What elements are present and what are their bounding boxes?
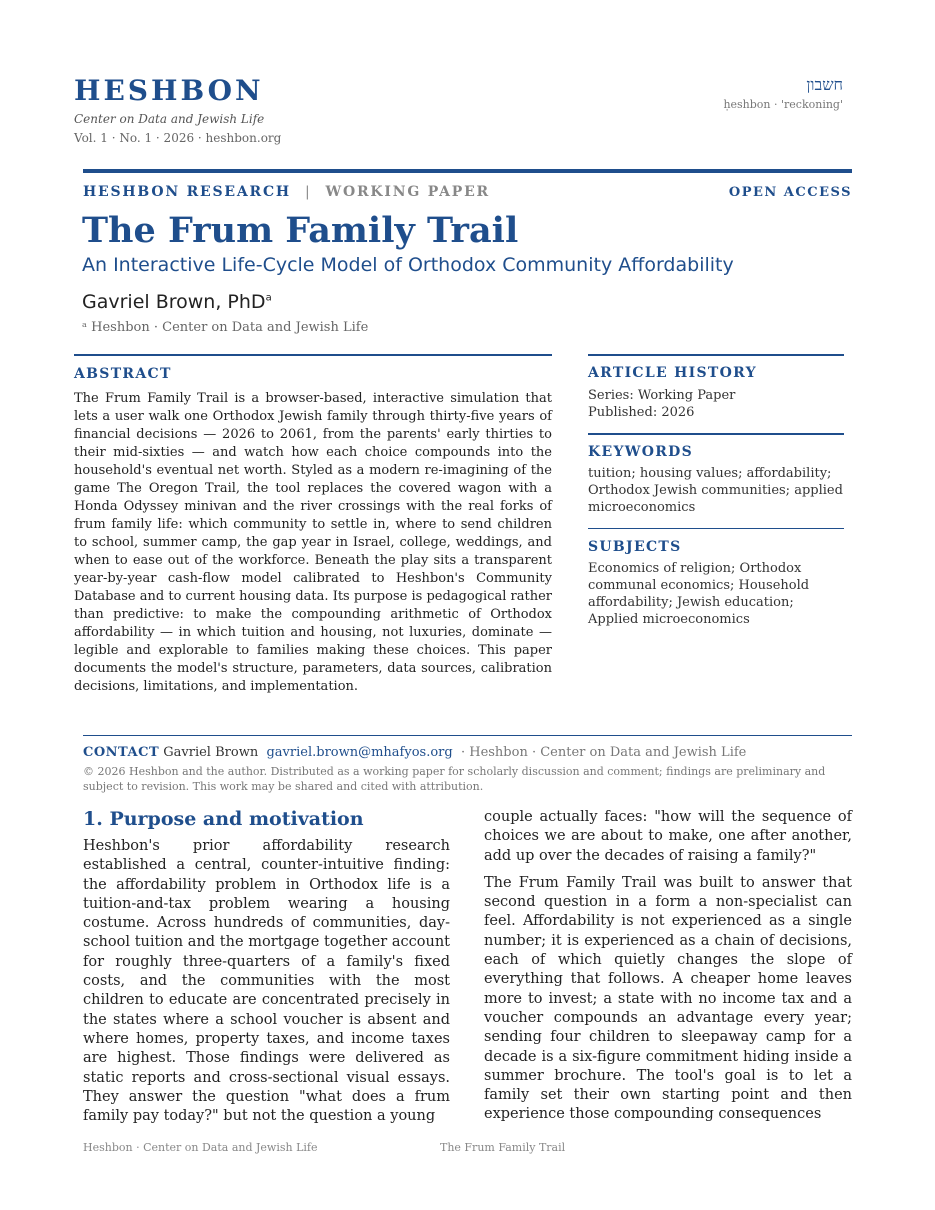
paragraph: couple actually faces: "how will the sequence of choices we are about to make, one after another, add up over the decades of raising a family?" — [484, 809, 852, 864]
paper-title: The Frum Family Trail — [82, 210, 519, 251]
body-column-left — [83, 837, 450, 1134]
journal-volume: Vol. 1 · No. 1 · 2026 · heshbon.org — [74, 131, 282, 145]
contact-organization: · Heshbon · Center on Data and Jewish Life — [460, 745, 747, 760]
contact-rule — [83, 735, 852, 736]
keywords-rule — [588, 433, 844, 435]
subjects-heading: SUBJECTS — [588, 539, 682, 555]
series-label: HESHBON RESEARCH — [83, 184, 291, 200]
journal-name: HESHBON — [74, 74, 264, 107]
keywords-heading: KEYWORDS — [588, 444, 694, 460]
subjects-text: Economics of religion; Orthodox communal economics; Household affordability; Jewish education; Applied microeconomics — [588, 561, 810, 627]
history-published: Published: 2026 — [588, 405, 695, 420]
paragraph: The Frum Family Trail was built to answer that second question in a form a non-specialist can feel. Affordability is not experienced as a single number; it is experienced as a chain of decisions, each of which quietly changes the slope of everything that follows. A cheaper home leaves more to invest; a state with no income tax and a voucher compounds an advantage every year; sending four children to sleepaway camp for a decade is a six-figure commitment hiding inside a summer brochure. The tool's goal is to let a family set their own starting point and then experience those compounding consequences — [484, 874, 852, 1123]
keywords-text: tuition; housing values; affordability; Orthodox Jewish communities; applied microeconomics — [588, 466, 843, 515]
author-line — [82, 291, 272, 313]
footer-organization: Heshbon · Center on Data and Jewish Life — [83, 1141, 318, 1154]
journal-tagline: Center on Data and Jewish Life — [74, 112, 265, 126]
contact-label: CONTACT — [83, 745, 160, 760]
author-affiliation: ᵃ Heshbon · Center on Data and Jewish Life — [82, 320, 369, 335]
series-kicker — [83, 184, 490, 200]
abstract-heading: ABSTRACT — [74, 366, 172, 382]
contact-name: Gavriel Brown — [163, 745, 259, 760]
paragraph: Heshbon's prior affordability research established a central, counter-intuitive finding: the affordability problem in Orthodox life is a tuition-and-tax problem wearing a housing costume. Across hundreds of communities, day-school tuition and the mortgage together account for roughly three-quarters of a family's fixed costs, and the communities with the most children to educate are concentrated precisely in the states where a school voucher is absent and where homes, property taxes, and income taxes are highest. Those findings were delivered as static reports and cross-sectional visual essays. They answer the question "what does a frum family pay today?" but not the question a young — [83, 838, 450, 1125]
paper-subtitle: An Interactive Life-Cycle Model of Orthodox Community Affordability — [82, 254, 734, 276]
kicker-separator: | — [304, 184, 312, 200]
hebrew-gloss: ḥeshbon · 'reckoning' — [723, 98, 843, 111]
author-superscript: a — [265, 292, 272, 304]
history-series: Series: Working Paper — [588, 388, 736, 403]
history-rule — [588, 354, 844, 356]
body-column-right — [484, 808, 852, 1133]
abstract-text: The Frum Family Trail is a browser-based, interactive simulation that lets a user walk one Orthodox Jewish family through thirty-five years of financial decisions — 2026 to 2061, from the parents' early thirties to their mid-sixties — and watch how each choice compounds into the household's eventual net worth. Styled as a modern re-imagining of the game The Oregon Trail, the tool replaces the covered wagon with a Honda Odyssey minivan and the river crossings with the real forks of frum family life: which community to settle in, where to send children to school, summer camp, the gap year in Israel, college, weddings, and when to ease out of the workforce. Beneath the play sits a transparent year-by-year cash-flow model calibrated to Heshbon's Community Database and to current housing data. Its purpose is pedagogical rather than predictive: to make the compounding arithmetic of Orthodox affordability — in which tuition and housing, not luxuries, dominate — legible and explorable to families making these choices. This paper documents the model's structure, parameters, data sources, calibration decisions, limitations, and implementation. — [74, 391, 552, 694]
subjects-rule — [588, 528, 844, 529]
article-history-heading: ARTICLE HISTORY — [588, 365, 757, 381]
author-name: Gavriel Brown, PhD — [82, 291, 266, 313]
hebrew-wordmark: חשבון — [806, 75, 843, 94]
open-access-label: OPEN ACCESS — [728, 185, 852, 200]
contact-line — [83, 745, 746, 760]
paper-type-label: WORKING PAPER — [325, 184, 490, 200]
header-rule — [83, 169, 852, 173]
abstract-rule — [74, 354, 552, 356]
license-notice: © 2026 Heshbon and the author. Distributed as a working paper for scholarly discussion and comment; findings are preliminary and subject to revision. This work may be shared and cited with attribution. — [83, 765, 826, 793]
contact-email-link[interactable]: gavriel.brown@mhafyos.org — [266, 745, 453, 760]
footer-running-title: The Frum Family Trail — [440, 1141, 566, 1154]
section-heading: 1. Purpose and motivation — [83, 808, 364, 830]
